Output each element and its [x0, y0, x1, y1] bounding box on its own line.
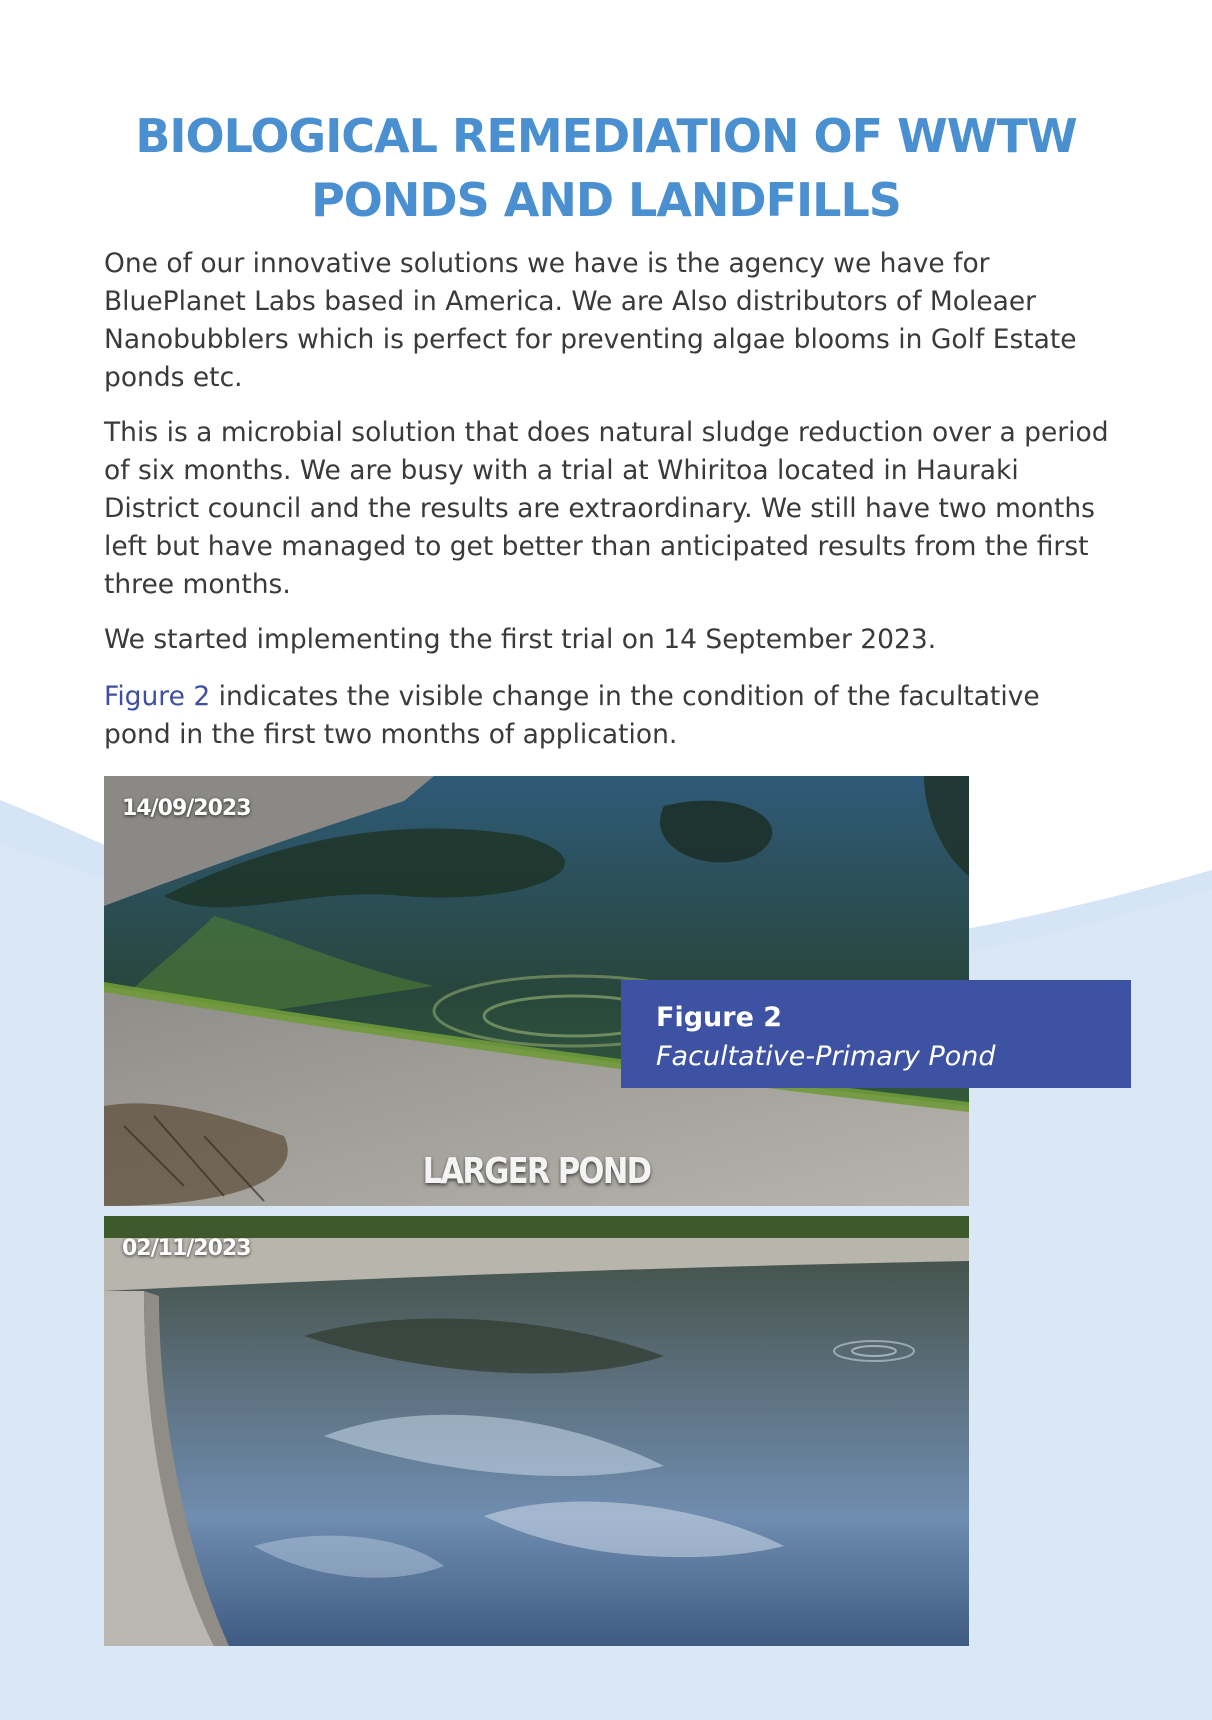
photo-before-date: 14/09/2023 — [122, 796, 251, 821]
page-title — [60, 104, 1152, 232]
intro-paragraph: One of our innovative solutions we have is the agency we have for BluePlanet Labs based in America. We are Also distributors of Moleaer Nanobubblers which is perfect for preventing algae blooms in Golf Estate ponds etc. — [104, 248, 1077, 393]
figure-reference-paragraph — [104, 678, 1114, 754]
figure-caption: Facultative-Primary Pond — [656, 1041, 996, 1072]
title-line-1: BIOLOGICAL REMEDIATION OF WWTW — [135, 109, 1077, 163]
figure-2-link[interactable]: Figure 2 — [104, 681, 211, 712]
trial-start-paragraph: We started implementing the first trial on 14 September 2023. — [104, 624, 937, 655]
title-line-2: PONDS AND LANDFILLS — [311, 173, 901, 227]
figure-reference-text: indicates the visible change in the condition of the facultative pond in the first two months of application. — [104, 681, 1040, 750]
photo-after-date: 02/11/2023 — [122, 1236, 251, 1261]
figure-caption-box — [621, 980, 1131, 1088]
figure-label: Figure 2 — [656, 1002, 783, 1033]
photo-before-caption: LARGER POND — [422, 1151, 651, 1192]
trial-description-paragraph: This is a microbial solution that does natural sludge reduction over a period of six months. We are busy with a trial at Whiritoa located in Hauraki District council and the results are extraordinary. We still have two months left but have managed to get better than anticipated results from the first three months. — [104, 417, 1109, 600]
pond-photo-after — [104, 1216, 969, 1646]
pond-photo-after-image — [104, 1216, 969, 1646]
